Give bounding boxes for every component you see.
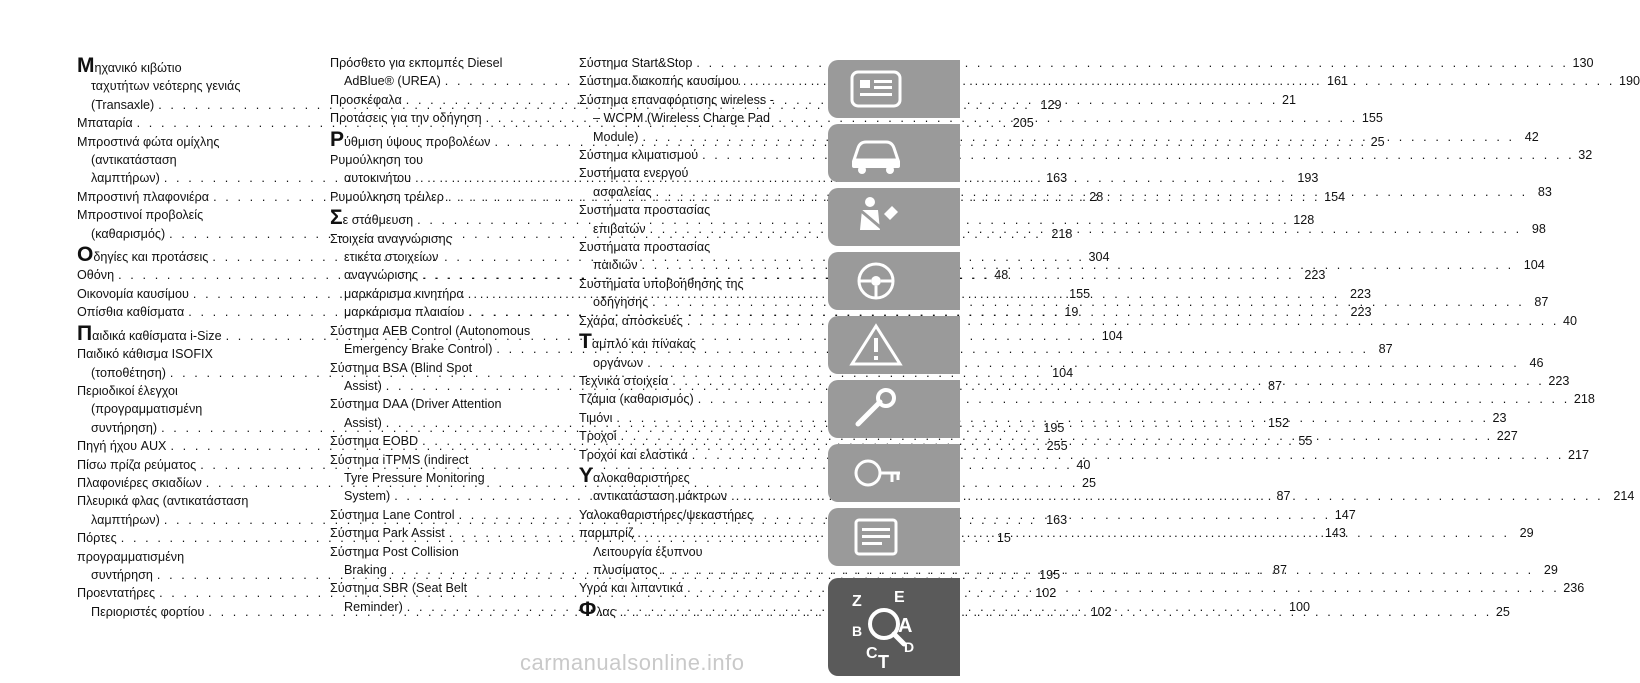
wrench-icon bbox=[846, 386, 906, 432]
svg-text:E: E bbox=[894, 589, 905, 606]
index-entry[interactable]: Συστήματα ενεργού ασφαλείας . . . 83 bbox=[579, 164, 816, 201]
index-entry[interactable]: Προεντατήρες . . . 102 bbox=[77, 584, 290, 602]
section-initial: Φ bbox=[579, 597, 597, 621]
index-entry[interactable]: προγραμματισμένη συντήρηση . . . 195 bbox=[77, 548, 290, 585]
index-entry[interactable]: Τεχνικά στοιχεία . . . 223 bbox=[579, 372, 816, 390]
index-entry[interactable]: Σύστημα BSA (Blind Spot Assist) . . . 87 bbox=[330, 359, 562, 396]
dashboard-icon bbox=[846, 66, 906, 112]
index-entry[interactable]: Σύστημα AEB Control (Autonomous Emergency Brake Control) . . . 87 bbox=[330, 322, 562, 359]
svg-text:D: D bbox=[904, 639, 915, 655]
index-entry[interactable]: Οπίσθια καθίσματα . . . 19 bbox=[77, 303, 290, 321]
page-number: 236 bbox=[1563, 581, 1585, 596]
tab-dashboard[interactable] bbox=[828, 60, 960, 118]
page-number: 23 bbox=[1492, 410, 1507, 425]
index-entry[interactable]: Πλαφονιέρες σκιαδίων . . . 25 bbox=[77, 474, 290, 492]
index-entry[interactable]: Σύστημα Post Collision Braking . . . 87 bbox=[330, 543, 562, 580]
page-number: 155 bbox=[1361, 111, 1383, 126]
index-entry[interactable]: Ρυμούλκηση τρέιλερ . . . 154 bbox=[330, 188, 562, 206]
page-number: 129 bbox=[1040, 97, 1062, 112]
section-initial: Μ bbox=[77, 54, 95, 77]
index-entry[interactable]: Οικονομία καυσίμου . . . 155 bbox=[77, 285, 290, 303]
page-number: 32 bbox=[1578, 148, 1593, 163]
index-entry[interactable]: Σύστημα iTPMS (indirect Tyre Pressure Monitoring System) . . . 87 bbox=[330, 451, 562, 506]
index-entry[interactable]: Ρύθμιση ύψους προβολέων . . . 25 bbox=[330, 131, 562, 151]
index-entry[interactable]: Περιοριστές φορτίου . . . 102 bbox=[77, 603, 290, 621]
page-number: 83 bbox=[1537, 184, 1552, 199]
page-number: 100 bbox=[1289, 599, 1311, 614]
page-number: 161 bbox=[1327, 74, 1349, 89]
page-number: 223 bbox=[1548, 373, 1570, 388]
maintenance-icon bbox=[846, 450, 906, 496]
page-number: 217 bbox=[1567, 447, 1589, 462]
index-entry[interactable]: Ρυμούλκηση του αυτοκινήτου . . . 193 bbox=[330, 151, 562, 188]
page-number: 25 bbox=[1370, 134, 1385, 149]
tab-technical[interactable] bbox=[828, 508, 960, 566]
index-entry[interactable]: Πρόσθετο για εκπομπές Diesel AdBlue® (UREA) . . . 161 bbox=[330, 54, 562, 91]
index-entry[interactable]: Τζάμια (καθαρισμός) . . . 218 bbox=[579, 390, 816, 408]
index-entry[interactable]: Μπροστινοί προβολείς (καθαρισμός) . . . 218 bbox=[77, 206, 290, 243]
car-icon bbox=[846, 130, 906, 176]
page-number: 195 bbox=[1039, 567, 1061, 582]
page-number: 214 bbox=[1613, 489, 1635, 504]
index-entry[interactable]: Συστήματα προστασίας επιβατών . . . 98 bbox=[579, 201, 816, 238]
index-entry[interactable]: Σε στάθμευση . . . 128 bbox=[330, 209, 562, 229]
page-number: 195 bbox=[1043, 420, 1065, 435]
index-entry[interactable]: Παιδικό κάθισμα ISOFIX (τοποθέτηση) . . . 104 bbox=[77, 345, 290, 382]
section-initial: Π bbox=[77, 321, 93, 345]
index-entry[interactable]: Υγρά και λιπαντικά . . . 236 bbox=[579, 579, 816, 597]
svg-text:T: T bbox=[878, 652, 889, 672]
index-entry[interactable]: Πηγή ήχου AUX . . . 255 bbox=[77, 437, 290, 455]
page-number: 29 bbox=[1519, 526, 1534, 541]
page-number: 46 bbox=[1529, 355, 1544, 370]
index-entry[interactable]: Μπροστινά φώτα ομίχλης (αντικατάσταση λαμπτήρων) . . . 163 bbox=[77, 133, 290, 188]
page-number: 147 bbox=[1334, 507, 1356, 522]
index-entry[interactable]: Οδηγίες και προτάσεις . . . 304 bbox=[77, 246, 290, 266]
page-number: 223 bbox=[1350, 305, 1372, 320]
index-entry[interactable]: μαρκάρισμα πλαισίου . . . 223 bbox=[330, 303, 562, 321]
page-number: 40 bbox=[1076, 457, 1091, 472]
index-entry[interactable]: Τιμόνι . . . 23 bbox=[579, 409, 816, 427]
page-number: 55 bbox=[1298, 434, 1313, 449]
page-number: 155 bbox=[1069, 286, 1091, 301]
index-entry[interactable]: Ταμπλό και πίνακας οργάνων . . . 46 bbox=[579, 333, 816, 372]
page-number: 223 bbox=[1304, 268, 1326, 283]
page-number: 227 bbox=[1496, 429, 1518, 444]
tab-maintenance[interactable] bbox=[828, 444, 960, 502]
index-entry[interactable]: Λειτουργία έξυπνου πλυσίματος . . . 29 bbox=[579, 543, 816, 580]
index-entry[interactable]: Οθόνη . . . 48 bbox=[77, 266, 290, 284]
index-entry[interactable]: Υαλοκαθαριστήρες/ψεκαστήρες παρμπρίζ . . . 29 bbox=[579, 506, 816, 543]
page-number: 104 bbox=[1052, 365, 1074, 380]
page-number: 104 bbox=[1523, 258, 1545, 273]
page-number: 255 bbox=[1046, 439, 1068, 454]
tab-warnings[interactable] bbox=[828, 316, 960, 374]
seatbelt-icon bbox=[846, 194, 906, 240]
index-entry[interactable]: Μπροστινή πλαφονιέρα . . . 28 bbox=[77, 188, 290, 206]
index-entry[interactable]: Πλευρικά φλας (αντικατάσταση λαμπτήρων) . . . 163 bbox=[77, 492, 290, 529]
page-number: 87 bbox=[1276, 489, 1291, 504]
page-number: 98 bbox=[1531, 221, 1546, 236]
page-number: 218 bbox=[1051, 226, 1073, 241]
page-number: 193 bbox=[1297, 171, 1319, 186]
page-number: 87 bbox=[1268, 378, 1283, 393]
svg-text:C: C bbox=[866, 645, 878, 662]
section-initial: Ο bbox=[77, 243, 94, 267]
page-number: 163 bbox=[1046, 512, 1068, 527]
page-number: 152 bbox=[1268, 415, 1290, 430]
page-number: 130 bbox=[1572, 56, 1594, 70]
technical-data-icon bbox=[846, 514, 906, 560]
page-number: 21 bbox=[1281, 92, 1296, 107]
index-entry[interactable]: Σχάρα, αποσκευές . . . 40 bbox=[579, 312, 816, 330]
page-number: 190 bbox=[1618, 74, 1640, 89]
index-entry[interactable]: Παιδικά καθίσματα i-Size . . . 104 bbox=[77, 325, 290, 345]
page-number: 40 bbox=[1563, 313, 1578, 328]
index-entry[interactable]: Συστήματα προστασίας παιδιών . . . 104 bbox=[579, 238, 816, 275]
page-number: 102 bbox=[1035, 586, 1057, 601]
page-number: 15 bbox=[996, 531, 1011, 546]
tab-emergency[interactable] bbox=[828, 380, 960, 438]
page-number: 87 bbox=[1272, 562, 1287, 577]
index-entry[interactable]: Σύστημα κλιματισμού . . . 32 bbox=[579, 146, 816, 164]
page-number: 223 bbox=[1349, 286, 1371, 301]
watermark: carmanualsonline.info bbox=[520, 650, 745, 675]
index-entry[interactable]: Τροχοί και ελαστικά . . . 217 bbox=[579, 446, 816, 464]
page-number: 154 bbox=[1324, 189, 1346, 204]
section-initial: Σ bbox=[330, 206, 343, 230]
index-entry[interactable]: Σύστημα SBR (Seat Belt Reminder) . . . 100 bbox=[330, 579, 562, 616]
page-number: 102 bbox=[1090, 604, 1112, 619]
index-entry[interactable]: Πίσω πρίζα ρεύματος . . . 40 bbox=[77, 456, 290, 474]
section-initial: Τ bbox=[579, 330, 592, 354]
page-number: 143 bbox=[1324, 526, 1346, 541]
page-number: 87 bbox=[1378, 342, 1393, 357]
index-entry[interactable]: Στοιχεία αναγνώρισης ετικέτα στοιχείων αναγνώρισης . . . 223 bbox=[330, 230, 562, 285]
index-entry[interactable]: Σύστημα Park Assist . . . 143 bbox=[330, 524, 562, 542]
index-entry[interactable]: Σύστημα DAA (Driver Attention Assist) . . . 152 bbox=[330, 395, 562, 432]
index-entry[interactable]: Φλας . . . 25 bbox=[579, 601, 816, 621]
index-entry[interactable]: Προσκέφαλα . . . 21 bbox=[330, 91, 562, 109]
index-entry[interactable]: Περιοδικοί έλεγχοι (προγραμματισμένη συντήρηση) . . . 195 bbox=[77, 382, 290, 437]
index-entry[interactable]: Συστήματα υποβοήθησης της οδήγησης . . . 87 bbox=[579, 275, 816, 312]
index-entry[interactable]: Μπαταρία . . . 205 bbox=[77, 114, 290, 132]
tab-vehicle[interactable] bbox=[828, 124, 960, 182]
svg-text:A: A bbox=[898, 615, 913, 637]
tab-starting[interactable] bbox=[828, 252, 960, 310]
index-entry[interactable]: Σύστημα Start&Stop . . . 130 bbox=[579, 54, 816, 72]
page-number: 304 bbox=[1088, 250, 1110, 265]
index-entry[interactable]: Σύστημα EOBD . . . 55 bbox=[330, 432, 562, 450]
page-number: 19 bbox=[1064, 305, 1079, 320]
page-number: 218 bbox=[1573, 392, 1595, 407]
section-initial: Υ bbox=[579, 463, 594, 487]
index-entry[interactable]: Προτάσεις για την οδήγηση . . . 155 bbox=[330, 109, 562, 127]
index-entry[interactable]: Σύστημα Lane Control . . . 147 bbox=[330, 506, 562, 524]
section-initial: Ρ bbox=[330, 127, 345, 151]
tab-safety[interactable] bbox=[828, 188, 960, 246]
index-entry[interactable]: Μηχανικό κιβώτιο ταχυτήτων νεότερης γενιάς (Transaxle) . . . 129 bbox=[77, 57, 290, 114]
warning-icon bbox=[846, 322, 906, 368]
page-number: 163 bbox=[1046, 171, 1068, 186]
page-number: 104 bbox=[1101, 328, 1123, 343]
page-number: 87 bbox=[1534, 295, 1549, 310]
index-entry[interactable]: Σύστημα διακοπής καυσίμου . . . 190 bbox=[579, 72, 816, 90]
svg-text:B: B bbox=[852, 623, 863, 639]
page-number: 128 bbox=[1293, 213, 1315, 228]
page-number: 25 bbox=[1495, 604, 1510, 619]
index-entry[interactable]: μαρκάρισμα κινητήρα . . . 223 bbox=[330, 285, 562, 303]
page-number: 25 bbox=[1081, 475, 1096, 490]
index-entry[interactable]: Τροχοί . . . 227 bbox=[579, 427, 816, 445]
page-number: 28 bbox=[1089, 189, 1104, 204]
steering-wheel-icon bbox=[846, 258, 906, 304]
page-number: 42 bbox=[1524, 129, 1539, 144]
svg-text:Z: Z bbox=[852, 593, 862, 610]
index-entry[interactable]: Υαλοκαθαριστήρες αντικατάσταση μάκτρων . . . 214 bbox=[579, 467, 816, 506]
index-entry[interactable]: Πόρτες . . . 15 bbox=[77, 529, 290, 547]
index-entry[interactable]: Σύστημα επαναφόρτισης wireless - – WCPM (Wireless Charge Pad Module) . . . 42 bbox=[579, 91, 816, 146]
page-number: 29 bbox=[1543, 562, 1558, 577]
page-number: 48 bbox=[994, 268, 1009, 283]
page-number: 205 bbox=[1012, 116, 1034, 131]
